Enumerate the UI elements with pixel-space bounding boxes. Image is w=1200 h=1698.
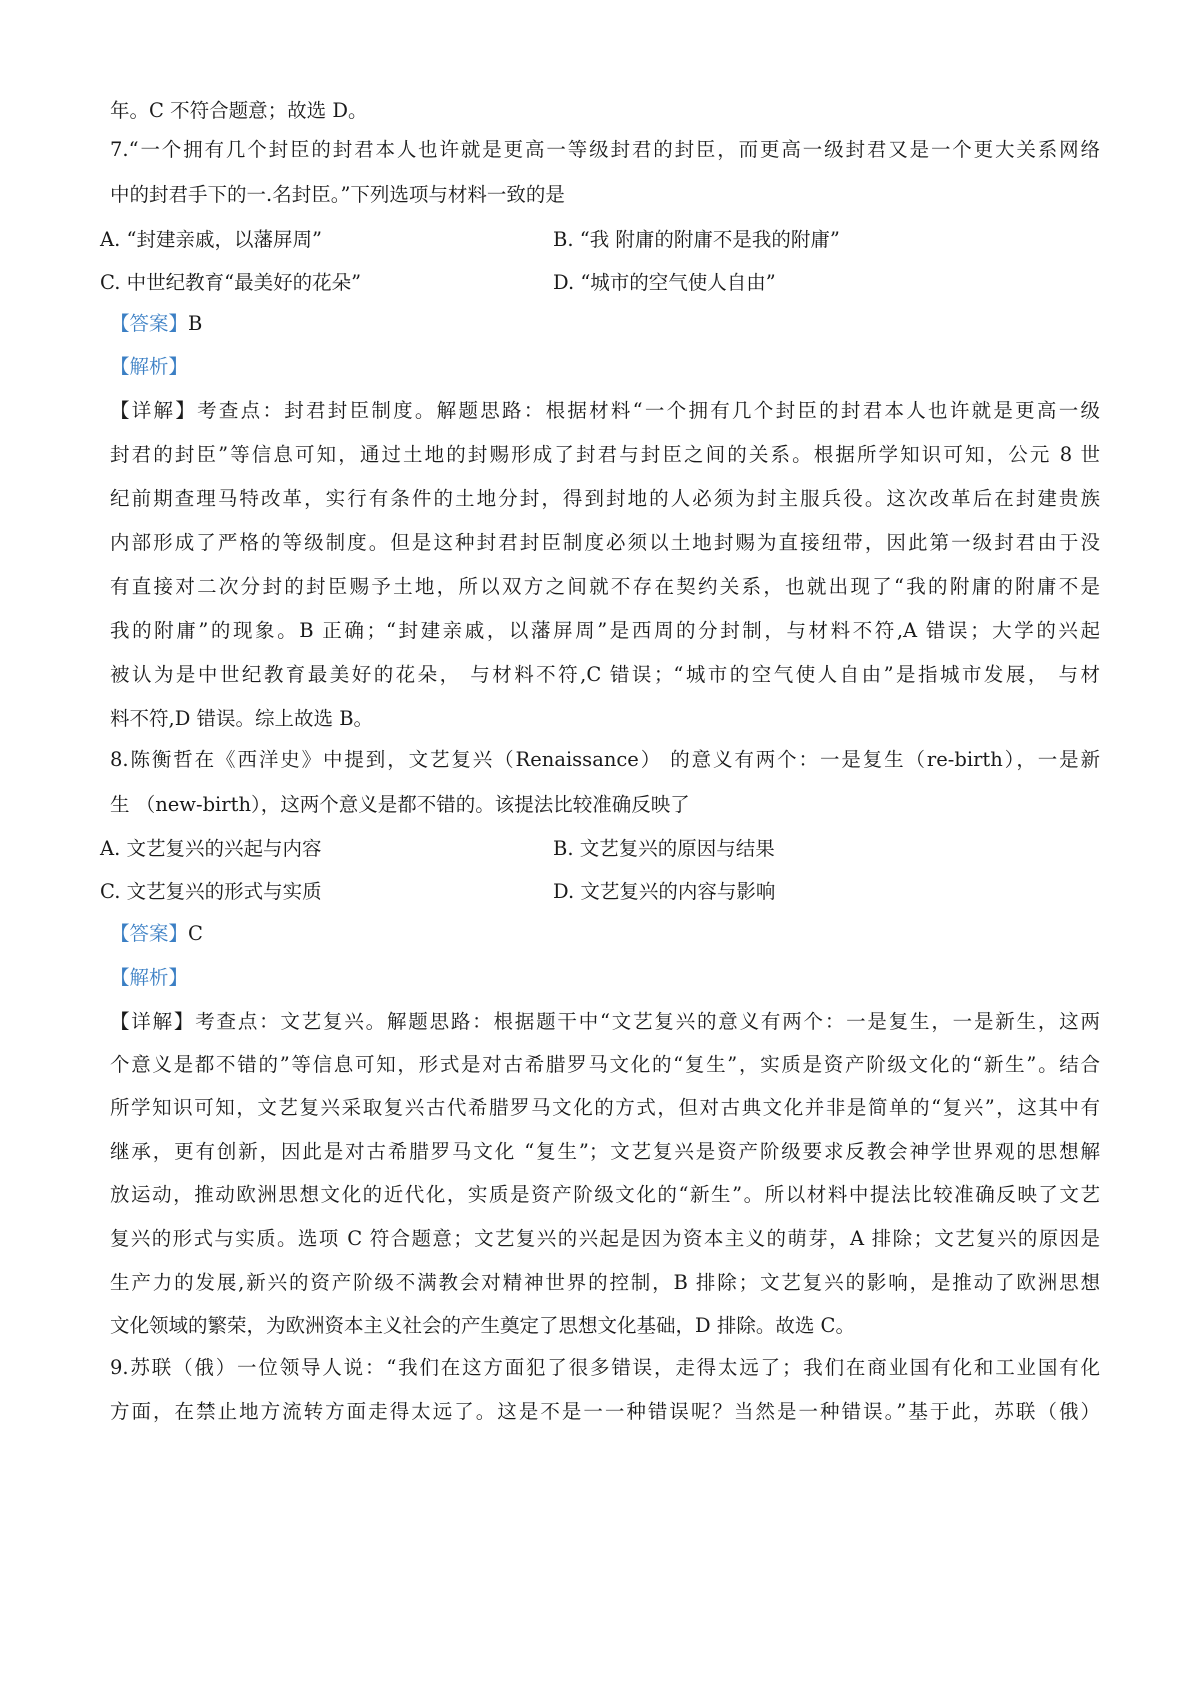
q8-stem-line-2: 生 （new-birth），这两个意义是都不错的。该提法比较准确反映了 — [110, 793, 690, 816]
q7-detail-line-7: 被认为是中世纪教育最美好的花朵， 与材料不符,C 错误；“城市的空气使人自由”是指城市发展， 与材 — [110, 663, 1100, 686]
q8-option-b: B. 文艺复兴的原因与结果 — [553, 837, 775, 860]
q8-analysis-label-text: 【解析】 — [110, 966, 189, 989]
q8-detail-line-8: 文化领域的繁荣，为欧洲资本主义社会的产生奠定了思想文化基础，D 排除。故选 C。 — [110, 1314, 855, 1337]
q8-detail-text-1: 考查点：文艺复兴。解题思路：根据题干中“文艺复兴的意义有两个：一是复生，一是新生，这两 — [195, 1010, 1100, 1033]
q7-detail-line-5: 有直接对二次分封的封臣赐予土地，所以双方之间就不存在契约关系，也就出现了“我的附庸的附庸不是 — [110, 575, 1100, 598]
q8-detail-line-4: 继承，更有创新，因此是对古希腊罗马文化 “复生”；文艺复兴是资产阶级要求反教会神学世界观的思想解 — [110, 1140, 1100, 1163]
q9-stem-line-1: 9.苏联（俄）一位领导人说：“我们在这方面犯了很多错误，走得太远了；我们在商业国有化和工业国有化 — [110, 1356, 1100, 1379]
q8-option-c: C. 文艺复兴的形式与实质 — [100, 880, 322, 903]
q7-analysis-label-text: 【解析】 — [110, 355, 189, 378]
q8-detail-line-3: 所学知识可知，文艺复兴采取复兴古代希腊罗马文化的方式，但对古典文化并非是简单的“复兴”，这其中有 — [110, 1096, 1100, 1119]
q7-stem-line-1: 7.“一个拥有几个封臣的封君本人也许就是更高一等级封君的封臣，而更高一级封君又是一个更大关系网络 — [110, 138, 1100, 161]
q7-option-c: C. 中世纪教育“最美好的花朵” — [100, 271, 362, 294]
q8-option-a: A. 文艺复兴的兴起与内容 — [100, 837, 322, 860]
q8-analysis-label — [110, 963, 1100, 993]
q8-detail-line-2: 个意义是都不错的”等信息可知，形式是对古希腊罗马文化的“复生”，实质是资产阶级文化的“新生”。结合 — [110, 1053, 1100, 1076]
q7-option-d: D. “城市的空气使人自由” — [553, 271, 776, 294]
q7-option-b: B. “我 附庸的附庸不是我的附庸” — [553, 228, 840, 251]
q8-detail-line-5: 放运动，推动欧洲思想文化的近代化，实质是资产阶级文化的“新生”。所以材料中提法比较准确反映了文艺 — [110, 1183, 1100, 1206]
q7-detail-line-3: 纪前期查理马特改革，实行有条件的土地分封，得到封地的人必须为封主服兵役。这次改革后在封建贵族 — [110, 487, 1100, 510]
q7-analysis-label — [110, 352, 1100, 382]
q8-option-d: D. 文艺复兴的内容与影响 — [553, 880, 776, 903]
q7-detail-label: 【详解】 — [110, 399, 198, 422]
q7-option-a: A. “封建亲戚，以藩屏周” — [100, 228, 322, 251]
q7-answer-label: 【答案】 — [110, 312, 189, 335]
q8-answer-label: 【答案】 — [110, 922, 189, 945]
q8-detail-label: 【详解】 — [110, 1010, 196, 1033]
q8-answer — [110, 919, 1100, 949]
q8-detail-line-6: 复兴的形式与实质。选项 C 符合题意；文艺复兴的兴起是因为资本主义的萌芽，A 排除；文艺复兴的原因是 — [110, 1227, 1100, 1250]
q7-detail-line-8: 料不符,D 错误。综上故选 B。 — [110, 707, 374, 730]
q8-stem-line-1: 8.陈衡哲在《西洋史》中提到，文艺复兴（Renaissance） 的意义有两个：一是复生（re-birth），一是新 — [110, 748, 1100, 771]
q7-detail-line-1 — [110, 396, 1100, 426]
q8-detail-line-1 — [110, 1007, 1100, 1037]
q7-detail-line-6: 我的附庸”的现象。B 正确；“封建亲戚，以藩屏周”是西周的分封制，与材料不符,A 错误；大学的兴起 — [110, 619, 1100, 642]
q8-detail-line-7: 生产力的发展,新兴的资产阶级不满教会对精神世界的控制，B 排除；文艺复兴的影响，是推动了欧洲思想 — [110, 1271, 1100, 1294]
q7-detail-line-4: 内部形成了严格的等级制度。但是这种封君封臣制度必须以土地封赐为直接纽带，因此第一级封君由于没 — [110, 531, 1100, 554]
q8-answer-value: C — [188, 922, 203, 945]
q6-tail: 年。C 不符合题意；故选 D。 — [110, 99, 368, 122]
q7-answer-value: B — [188, 312, 203, 335]
q7-detail-line-2: 封君的封臣”等信息可知，通过土地的封赐形成了封君与封臣之间的关系。根据所学知识可知，公元 8 世 — [110, 443, 1100, 466]
q7-stem-line-2: 中的封君手下的一.名封臣。”下列选项与材料一致的是 — [110, 183, 565, 206]
q7-detail-text-1: 考查点：封君封臣制度。解题思路：根据材料“一个拥有几个封臣的封君本人也许就是更高一级 — [197, 399, 1100, 422]
q9-stem-line-2: 方面，在禁止地方流转方面走得太远了。这是不是一一种错误呢？当然是一种错误。”基于此，苏联（俄） — [110, 1400, 1100, 1423]
q7-answer — [110, 309, 1100, 339]
